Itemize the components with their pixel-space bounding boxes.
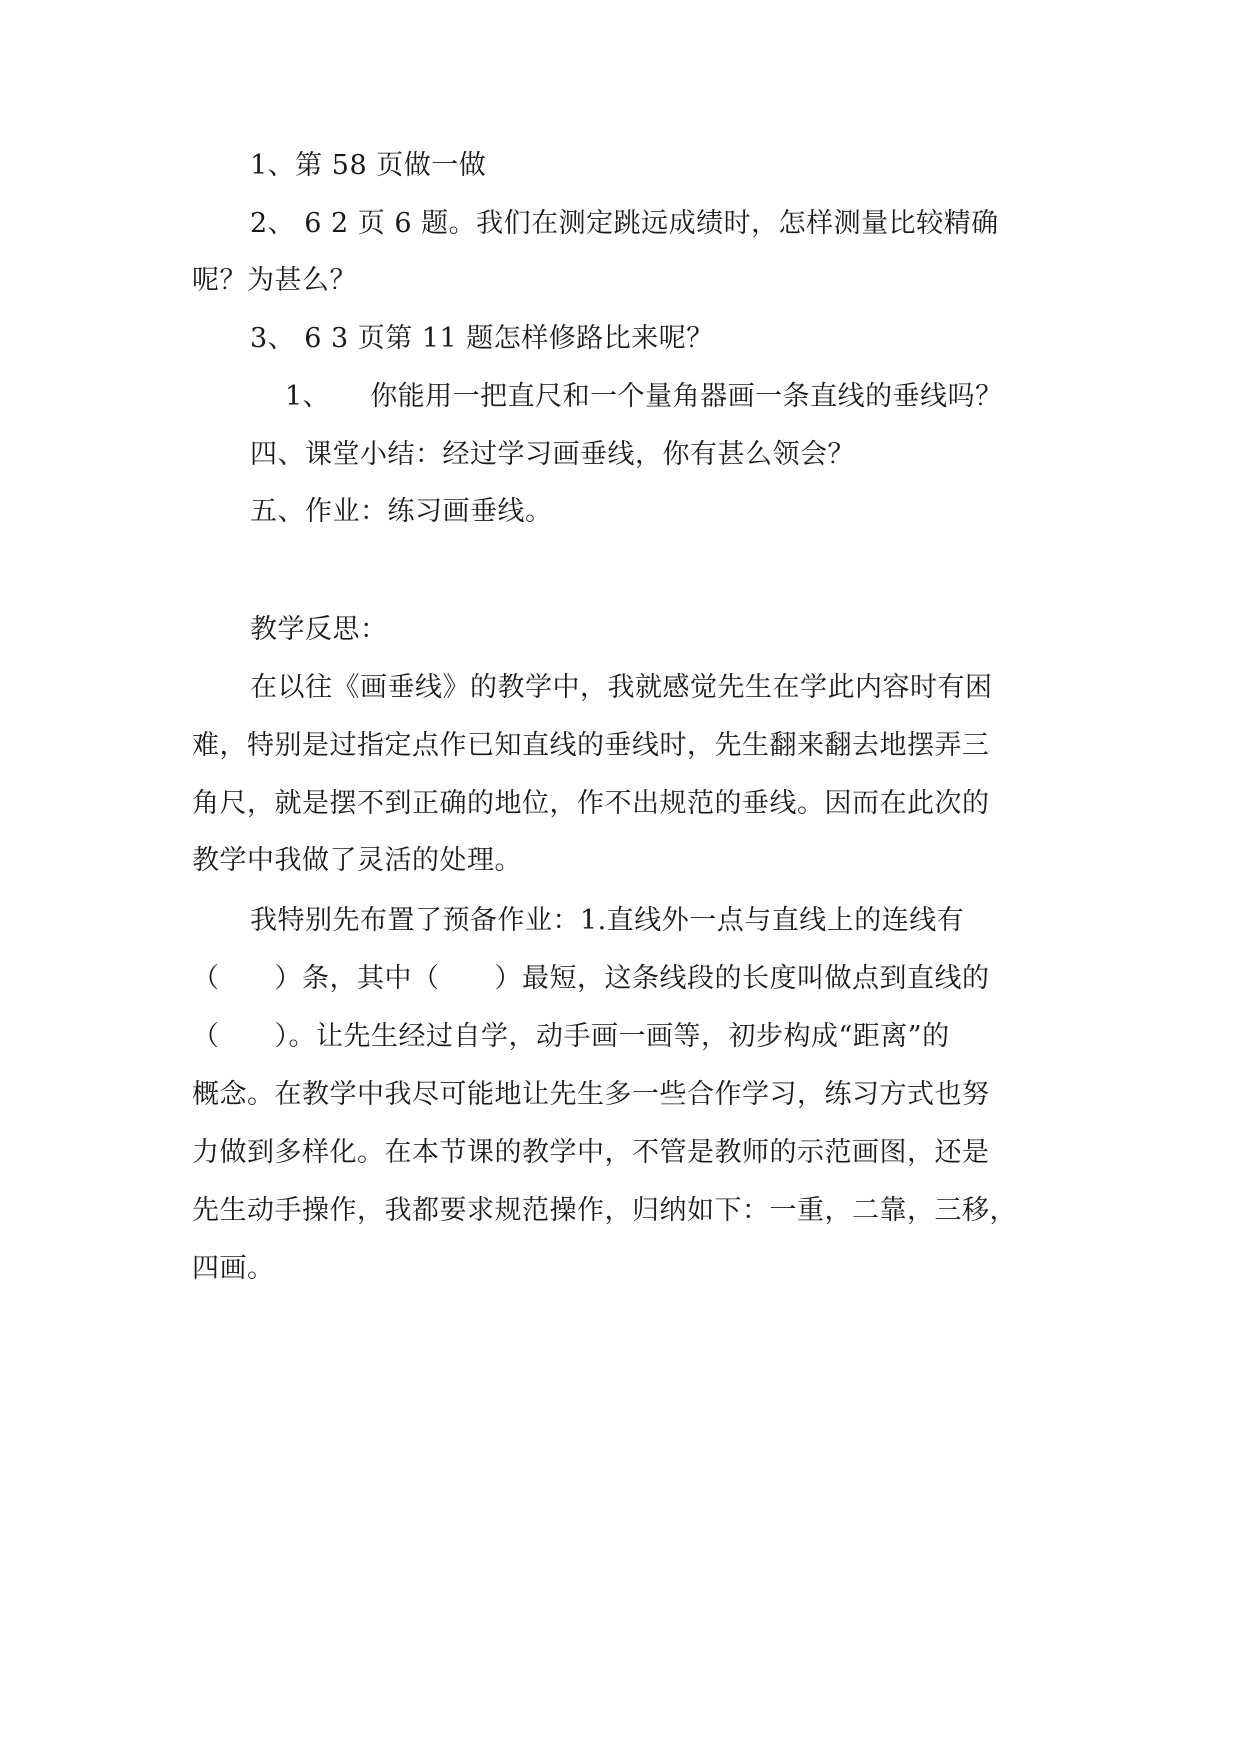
reflection-heading: 教学反思： [250,614,388,645]
homework: 五、作业：练习画垂线。 [250,496,553,527]
reflection-para2-line: 先生动手操作，我都要求规范操作，归纳如下：一重，二靠，三移， [192,1195,1017,1226]
reflection-para2-line: （ ）条，其中（ ）最短，这条线段的长度叫做点到直线的 [192,963,990,994]
reflection-para2-line: 四画。 [192,1253,275,1284]
exercise-item-2-line-2: 呢？为甚么？ [192,265,357,296]
exercise-item-4-text: 你能用一把直尺和一个量角器画一条直线的垂线吗？ [370,381,1003,412]
reflection-para2-line: 概念。在教学中我尽可能地让先生多一些合作学习，练习方式也努 [192,1079,990,1110]
reflection-para2-line: 我特别先布置了预备作业：1.直线外一点与直线上的连线有 [250,905,965,936]
reflection-para2-line: （ ）。让先生经过自学，动手画一画等，初步构成“距离”的 [192,1021,950,1052]
exercise-item-2-line-1: 2、 6 2 页 6 题。我们在测定跳远成绩时，怎样测量比较精确 [250,208,999,239]
exercise-item-4 [285,379,1003,415]
reflection-para1-line: 角尺，就是摆不到正确的地位，作不出规范的垂线。因而在此次的 [192,788,990,819]
exercise-item-4-number: 1、 [285,381,331,412]
exercise-item-3: 3、 6 3 页第 11 题怎样修路比来呢？ [250,323,714,354]
exercise-item-1: 1、第 58 页做一做 [250,150,487,181]
reflection-para1-line: 难，特别是过指定点作已知直线的垂线时，先生翻来翻去地摆弄三 [192,730,990,761]
reflection-para1-line: 教学中我做了灵活的处理。 [192,845,522,876]
class-summary: 四、课堂小结：经过学习画垂线，你有甚么领会？ [250,439,855,470]
reflection-para1-line: 在以往《画垂线》的教学中，我就感觉先生在学此内容时有困 [250,672,993,703]
reflection-para2-line: 力做到多样化。在本节课的教学中，不管是教师的示范画图，还是 [192,1137,990,1168]
